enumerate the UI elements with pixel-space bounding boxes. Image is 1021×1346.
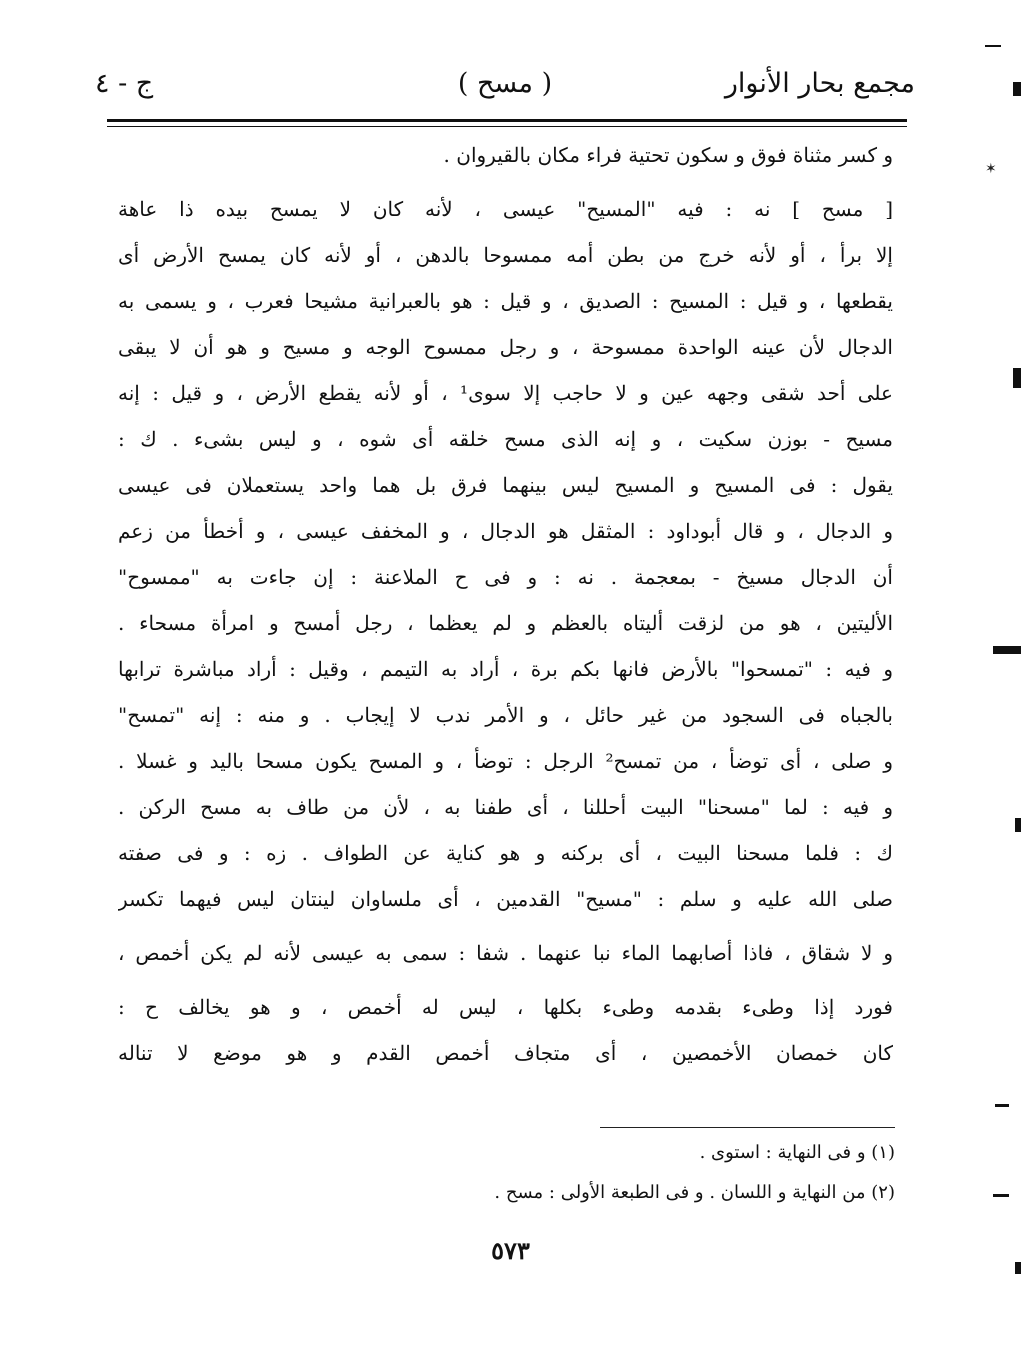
text-line: [ مسح ] نه : فيه "المسيح" عيسى ، لأنه كان لا يمسح بيده ذا عاهة bbox=[118, 197, 893, 221]
text-line: صلى الله عليه و سلم : "مسيح" القدمين ، أى ملساوان لينتان ليس فيهما تكسر bbox=[118, 887, 893, 911]
footnote: (٢) من النهاية و اللسان . و فى الطبعة الأولى : مسح . bbox=[494, 1182, 895, 1203]
text-line: و فيه : "تمسحوا" بالأرض فانها بكم برة ، أراد به التيمم ، وقيل : أراد مباشرة ترابها bbox=[118, 657, 893, 681]
text-line: الأليتين ، هو من لزقت أليتاه بالعظم و لم يعظما ، رجل أمسح و امرأة مسحاء . bbox=[118, 611, 893, 635]
volume-label: ج - ٤ bbox=[95, 68, 154, 99]
running-header bbox=[95, 62, 915, 110]
text-line: و فيه : لما "مسحنا" البيت أحللنا ، أى طفنا به ، لأن من طاف به مسح الركن . bbox=[118, 795, 893, 819]
footnotes bbox=[300, 1133, 895, 1213]
root-word-heading: ( مسح ) bbox=[457, 68, 553, 99]
text-line: مسيح - بوزن سكيت ، و إنه الذى مسح خلقه أى شوه ، و ليس بشىء . ك : bbox=[118, 427, 893, 451]
text-line: أن الدجال مسيخ - بمعجمة . نه : و فى ح الملاعنة : إن جاءت به "ممسوح" bbox=[118, 565, 893, 589]
header-rule-thick bbox=[107, 119, 907, 122]
text-line: و الدجال ، و قال أبوداود : المثقل هو الدجال ، و المخفف عيسى ، و أخطأ من زعم bbox=[118, 519, 893, 543]
text-line: بالجباه فى السجود من غير حائل ، و الأمر ندب لا إيجاب . و منه : إنه "تمسح" bbox=[118, 703, 893, 727]
text-line: و كسر مثناة فوق و سكون تحتية فراء مكان بالقيروان . bbox=[443, 143, 893, 167]
main-text bbox=[118, 132, 893, 1076]
header-rule-thin bbox=[107, 126, 907, 127]
margin-mark bbox=[993, 1194, 1009, 1197]
margin-mark bbox=[993, 646, 1021, 654]
margin-mark bbox=[1013, 368, 1021, 388]
text-line: ك : فلما مسحنا البيت ، أى بركنه و هو كناية عن الطواف . زه : و فى صفته bbox=[118, 841, 893, 865]
text-line: و لا شقاق ، فاذا أصابهما الماء نبا عنهما . شفا : سمى به عيسى لأنه لم يكن أخمص ، bbox=[118, 941, 893, 965]
margin-mark bbox=[995, 1104, 1009, 1107]
footnote-rule bbox=[600, 1127, 895, 1128]
text-line: على أحد شقى وجهه عين و لا حاجب إلا سوى¹ ، أو لأنه يقطع الأرض ، و قيل : إنه bbox=[118, 381, 893, 405]
margin-mark bbox=[985, 45, 1001, 47]
book-title: مجمع بحار الأنوار bbox=[724, 68, 915, 99]
text-line: يقطعها ، و قيل : المسيح : الصديق ، و قيل : هو بالعبرانية مشيحا فعرب ، و يسمى به bbox=[118, 289, 893, 313]
margin-mark bbox=[1015, 818, 1021, 832]
text-line: الدجال لأن عينه الواحدة ممسوحة ، و رجل ممسوح الوجه و مسيح و هو أن لا يبقى bbox=[118, 335, 893, 359]
margin-mark bbox=[1015, 1262, 1021, 1274]
text-line: و صلى ، أى توضأ ، من تمسح² الرجل : توضأ ، و المسح يكون مسحا باليد و غسلا . bbox=[118, 749, 893, 773]
footnote: (١) و فى النهاية : استوى . bbox=[699, 1142, 895, 1163]
margin-star-mark: ✶ bbox=[985, 161, 997, 177]
text-line: إلا برأ ، أو لأنه خرج من بطن أمه ممسوحا بالدهن ، أو لأنه كان يمسح الأرض أى bbox=[118, 243, 893, 267]
text-line: يقول : فى المسيح و المسيح ليس بينهما فرق بل هما واحد يستعملان فى عيسى bbox=[118, 473, 893, 497]
text-line: كان خمصان الأخمصين ، أى متجاف أخمص القدم و هو موضع لا تناله bbox=[118, 1041, 893, 1065]
margin-mark bbox=[1013, 82, 1021, 96]
text-line: فورد إذا وطىء بقدمه وطىء بكلها ، ليس له أخمص ، و هو يخالف ح : bbox=[118, 995, 893, 1019]
page-number: ٥٧٣ bbox=[491, 1236, 530, 1265]
